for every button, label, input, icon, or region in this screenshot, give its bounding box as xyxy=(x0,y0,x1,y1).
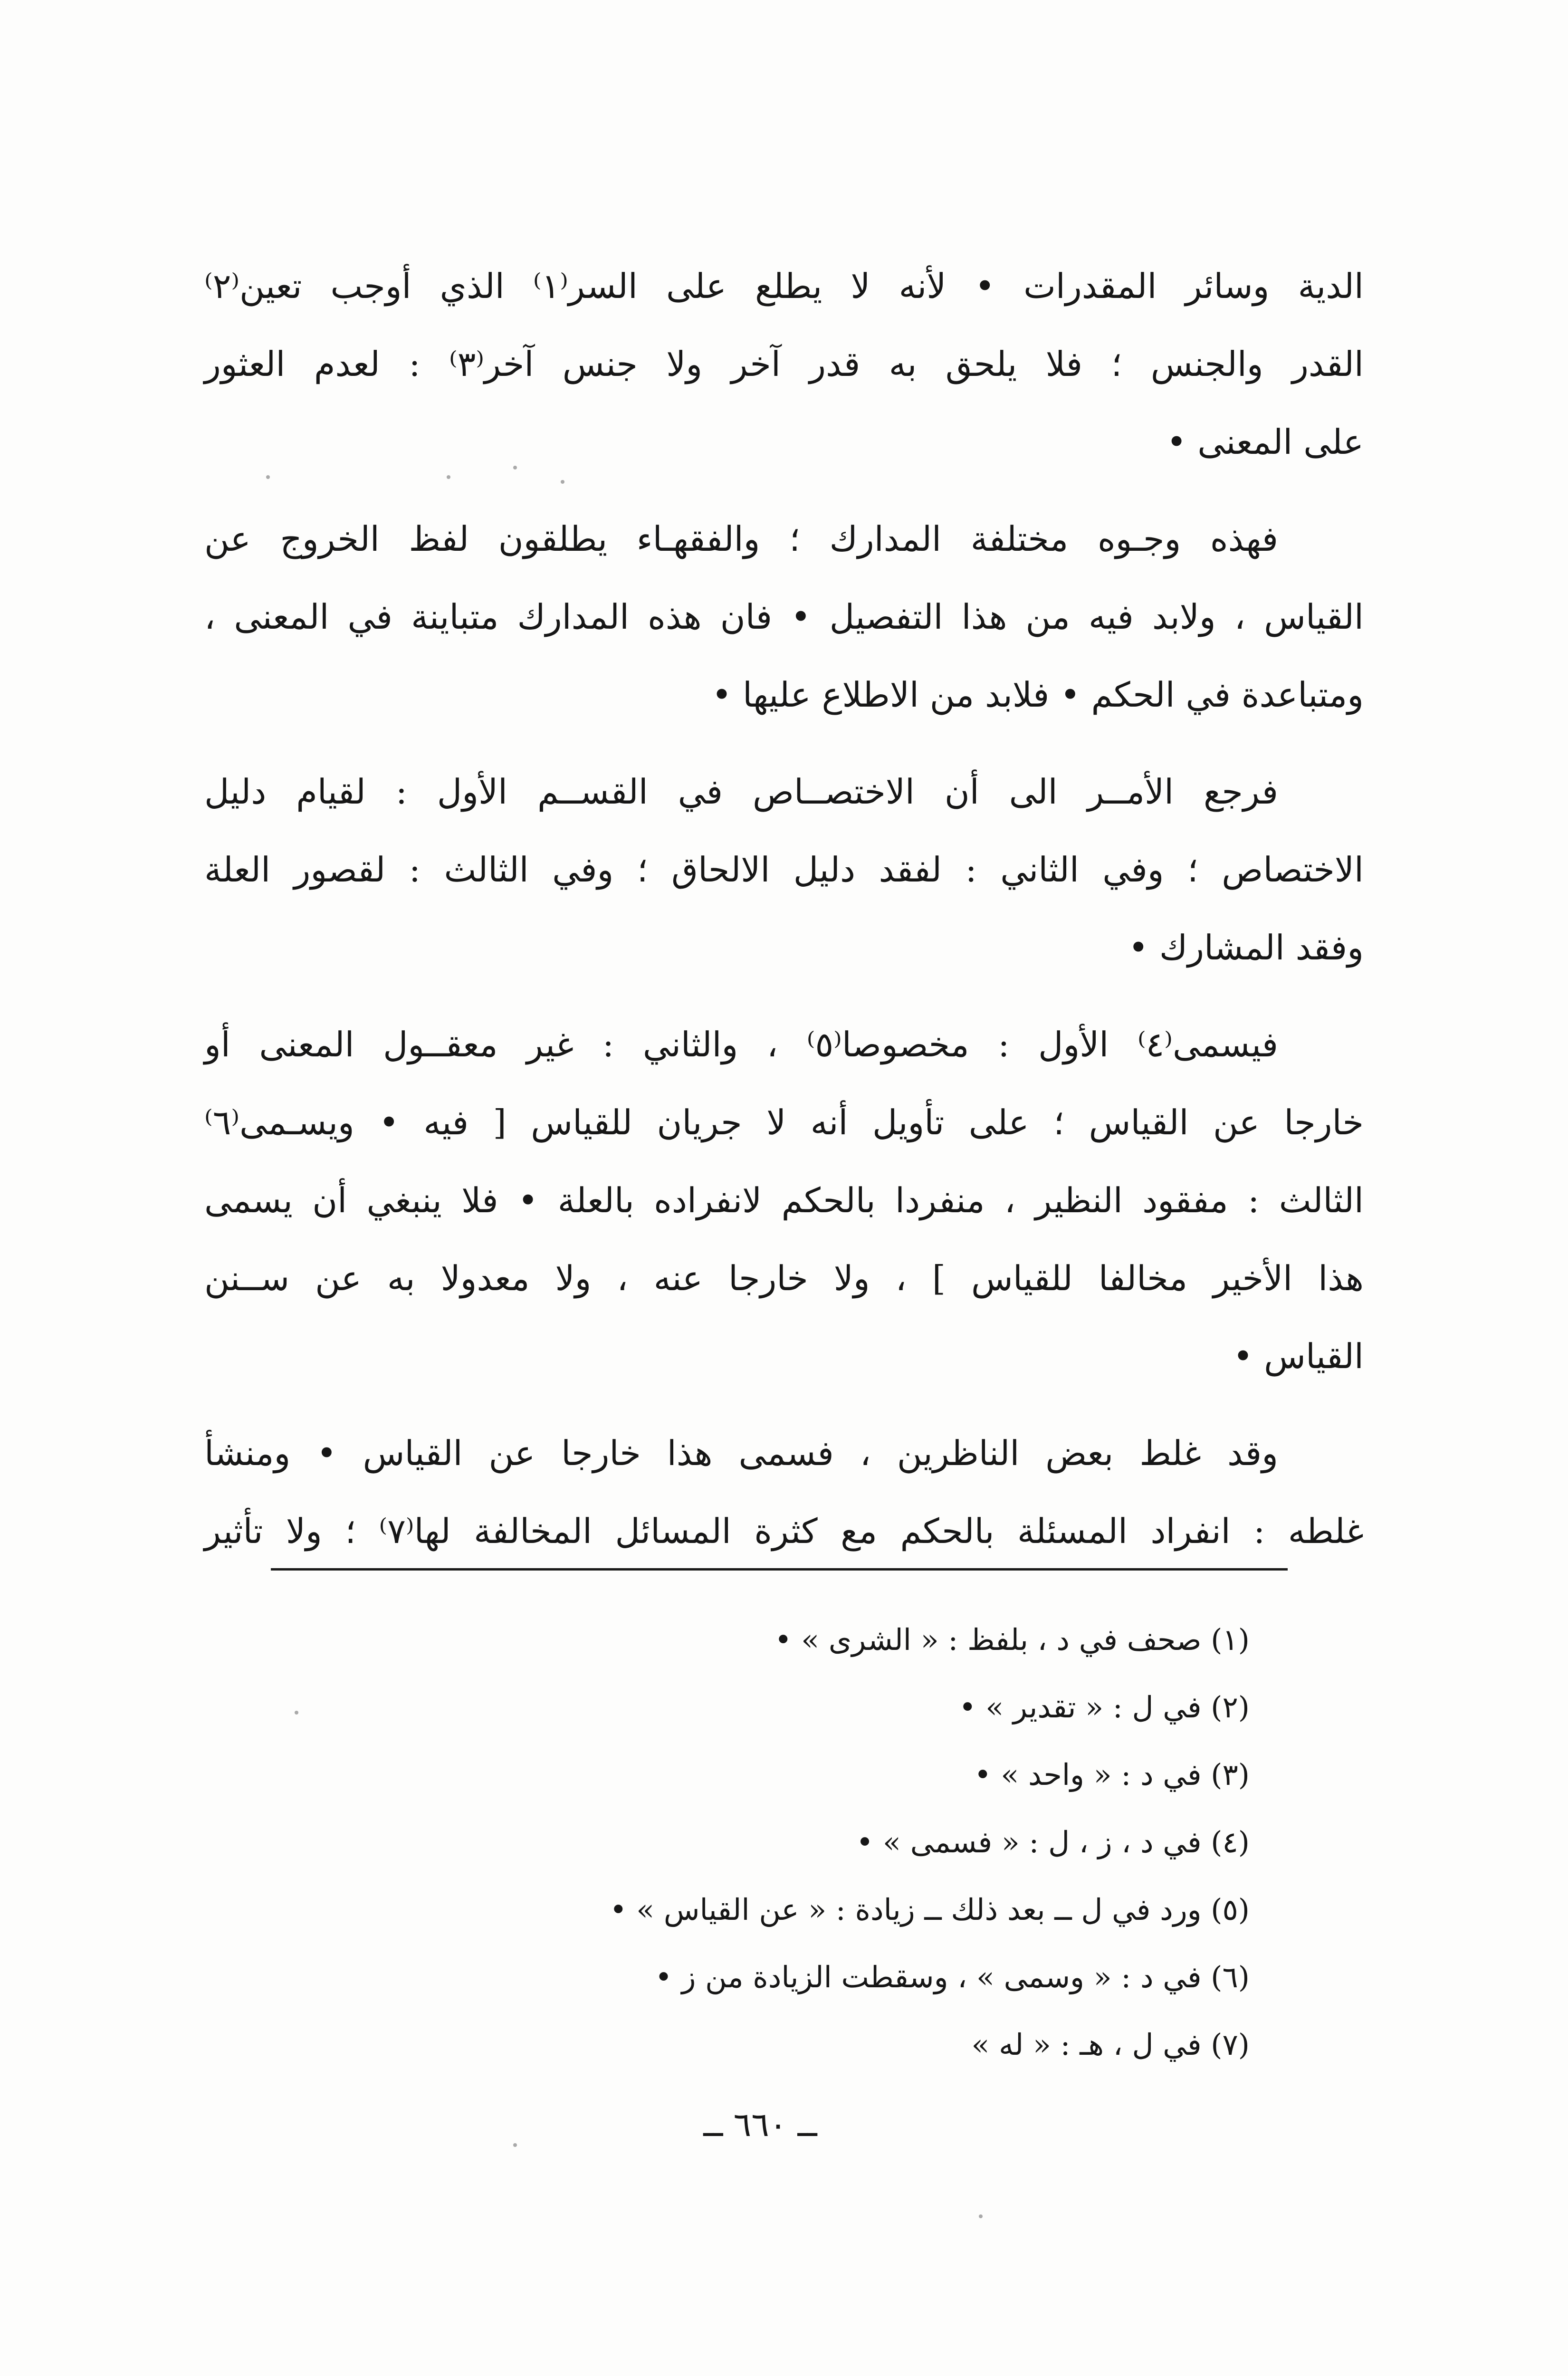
footnote: (٣) في د : « واحد » • xyxy=(974,1757,1250,1792)
footnote-separator xyxy=(271,1568,1288,1571)
page-number: ــ ٦٦٠ ــ xyxy=(703,2105,817,2144)
footnote: (٢) في ل : « تقدير » • xyxy=(959,1690,1250,1725)
text-line: خارجا عن القياس ؛ على تأويل أنه لا جريان للقياس [ فيه • ويسـمى⁽٦⁾ xyxy=(204,1102,1364,1142)
text-line: القياس • xyxy=(1233,1336,1364,1376)
text-line: فهذه وجـوه مختلفة المدارك ؛ والفقهـاء يطلقون لفظ الخروج عن xyxy=(204,519,1278,559)
scan-speck xyxy=(447,475,450,479)
text-line: فرجع الأمــر الى أن الاختصــاص في القســم الأول : لقيام دليل xyxy=(204,772,1278,812)
text-line: غلطه : انفراد المسئلة بالحكم مع كثرة المسائل المخالفة لها⁽٧⁾ ؛ ولا تأثير xyxy=(204,1511,1364,1551)
footnotes xyxy=(304,1606,1250,2079)
scan-speck xyxy=(266,475,270,479)
paragraph xyxy=(204,753,1364,987)
footnote: (٦) في د : « وسمى » ، وسقطت الزيادة من ز • xyxy=(655,1960,1250,1994)
text-line: وقد غلط بعض الناظرين ، فسمى هذا خارجا عن القياس • ومنشأ xyxy=(204,1433,1278,1473)
paragraph xyxy=(204,247,1364,481)
paragraph xyxy=(204,1414,1364,1570)
text-line: فيسمى⁽٤⁾ الأول : مخصوصا⁽٥⁾ ، والثاني : غير معقــول المعنى أو xyxy=(204,1025,1278,1064)
main-text xyxy=(204,247,1364,1589)
paragraph xyxy=(204,500,1364,734)
scan-speck xyxy=(513,2143,517,2147)
footnote: (٧) في ل ، هـ : « له » xyxy=(971,2027,1250,2062)
text-line: القدر والجنس ؛ فلا يلحق به قدر آخر ولا جنس آخر⁽٣⁾ : لعدم العثور xyxy=(204,344,1364,384)
footnote: (٥) ورد في ل ــ بعد ذلك ــ زيادة : « عن القياس » • xyxy=(609,1892,1250,1927)
scan-speck xyxy=(561,480,564,484)
scan-speck xyxy=(979,2214,983,2218)
text-line: القياس ، ولابد فيه من هذا التفصيل • فان هذه المدارك متباينة في المعنى ، xyxy=(204,597,1364,637)
footnote: (٤) في د ، ز ، ل : « فسمى » • xyxy=(856,1825,1250,1859)
text-line: الدية وسائر المقدرات • لأنه لا يطلع على السر⁽١⁾ الذي أوجب تعين⁽٢⁾ xyxy=(204,266,1364,306)
text-line: ومتباعدة في الحكم • فلابد من الاطلاع عليها • xyxy=(711,675,1364,715)
paragraph xyxy=(204,1006,1364,1395)
scan-speck xyxy=(513,466,517,469)
text-line: هذا الأخير مخالفا للقياس ] ، ولا خارجا عنه ، ولا معدولا به عن ســنن xyxy=(204,1258,1364,1298)
text-line: وفقد المشارك • xyxy=(1128,928,1364,968)
text-line: على المعنى • xyxy=(1166,422,1364,462)
footnote: (١) صحف في د ، بلفظ : « الشرى » • xyxy=(774,1622,1250,1657)
text-line: الاختصاص ؛ وفي الثاني : لفقد دليل الالحاق ؛ وفي الثالث : لقصور العلة xyxy=(204,850,1364,890)
scan-speck xyxy=(295,1711,298,1715)
text-line: الثالث : مفقود النظير ، منفردا بالحكم لانفراده بالعلة • فلا ينبغي أن يسمى xyxy=(204,1180,1364,1220)
